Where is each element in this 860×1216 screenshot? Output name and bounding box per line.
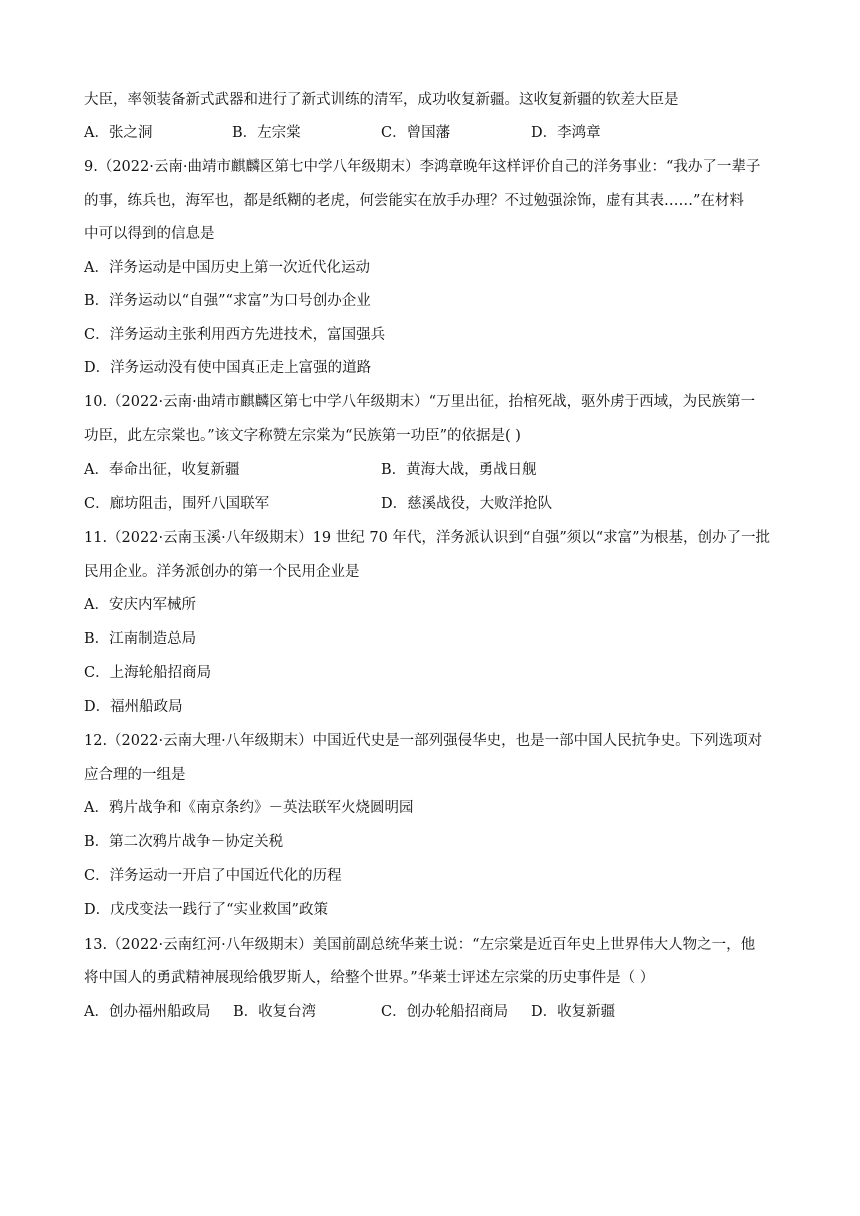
q13-option-c: C．创办轮船招商局 [381,1004,509,1020]
q12-option-d: D．戊戌变法一践行了“实业救国”政策 [84,902,328,918]
q8-option-c: C．曾国藩 [381,125,451,141]
q8-option-d: D．李鸿章 [531,125,601,141]
q11-option-d: D．福州船政局 [84,699,183,715]
q13-stem-line-1: 13.（2022·云南红河·八年级期末）美国前副总统华莱士说：“左宗棠是近百年史上世界伟大人物之一，他 [84,937,756,953]
q12-stem-line-2: 应合理的一组是 [84,767,186,783]
q12-option-c: C．洋务运动一开启了中国近代化的历程 [84,868,342,884]
q10-stem-line-2: 功臣，此左宗棠也。”该文字称赞左宗棠为“民族第一功臣”的依据是( ) [84,428,521,444]
q9-stem-line-3: 中可以得到的信息是 [84,226,215,242]
q10-option-c: C．廊坊阻击，围歼八国联军 [84,496,270,512]
q10-option-a: A．奉命出征，收复新疆 [84,462,240,478]
q12-option-b: B．第二次鸦片战争－协定关税 [84,834,284,850]
q9-option-c: C．洋务运动主张利用西方先进技术，富国强兵 [84,327,386,343]
q11-option-a: A．安庆内军械所 [84,597,196,613]
q13-option-d: D．收复新疆 [531,1004,616,1020]
q8-stem-continuation: 大臣，率领装备新式武器和进行了新式训练的清军，成功收复新疆。这收复新疆的钦差大臣是 [84,92,679,108]
q10-option-d: D．慈溪战役，大败洋抢队 [381,496,553,512]
q12-option-a: A．鸦片战争和《南京条约》－英法联军火烧圆明园 [84,800,414,816]
q9-stem-line-1: 9.（2022·云南·曲靖市麒麟区第七中学八年级期末）李鸿章晚年这样评价自己的洋务事业：“我办了一辈子 [84,159,761,175]
q9-option-a: A．洋务运动是中国历史上第一次近代化运动 [84,260,370,276]
q13-option-a: A．创办福州船政局 [84,1004,211,1020]
q12-stem-line-1: 12.（2022·云南大理·八年级期末）中国近代史是一部列强侵华史，也是一部中国人民抗争史。下列选项对 [84,733,763,749]
q13-stem-line-2: 将中国人的勇武精神展现给俄罗斯人，给整个世界。”华莱士评述左宗棠的历史事件是（ ） [84,970,655,986]
q9-option-d: D．洋务运动没有使中国真正走上富强的道路 [84,360,372,376]
q8-option-a: A．张之洞 [84,125,153,141]
q11-option-b: B．江南制造总局 [84,631,197,647]
q11-option-c: C．上海轮船招商局 [84,665,212,681]
q8-option-b: B．左宗棠 [232,125,301,141]
q9-option-b: B．洋务运动以“自强”“求富”为口号创办企业 [84,293,371,309]
q10-stem-line-1: 10.（2022·云南·曲靖市麒麟区第七中学八年级期末）“万里出征，抬棺死战，驱外虏于西域，为民族第一 [84,394,756,410]
q10-option-b: B．黄海大战，勇战日舰 [381,462,537,478]
q11-stem-line-2: 民用企业。洋务派创办的第一个民用企业是 [84,564,360,580]
q13-option-b: B．收复台湾 [233,1004,317,1020]
q9-stem-line-2: 的事，练兵也，海军也，都是纸糊的老虎，何尝能实在放手办理？不过勉强涂饰，虚有其表……”在材料 [84,193,744,209]
q11-stem-line-1: 11.（2022·云南玉溪·八年级期末）19 世纪 70 年代，洋务派认识到“自强”须以“求富”为根基，创办了一批 [84,530,771,546]
